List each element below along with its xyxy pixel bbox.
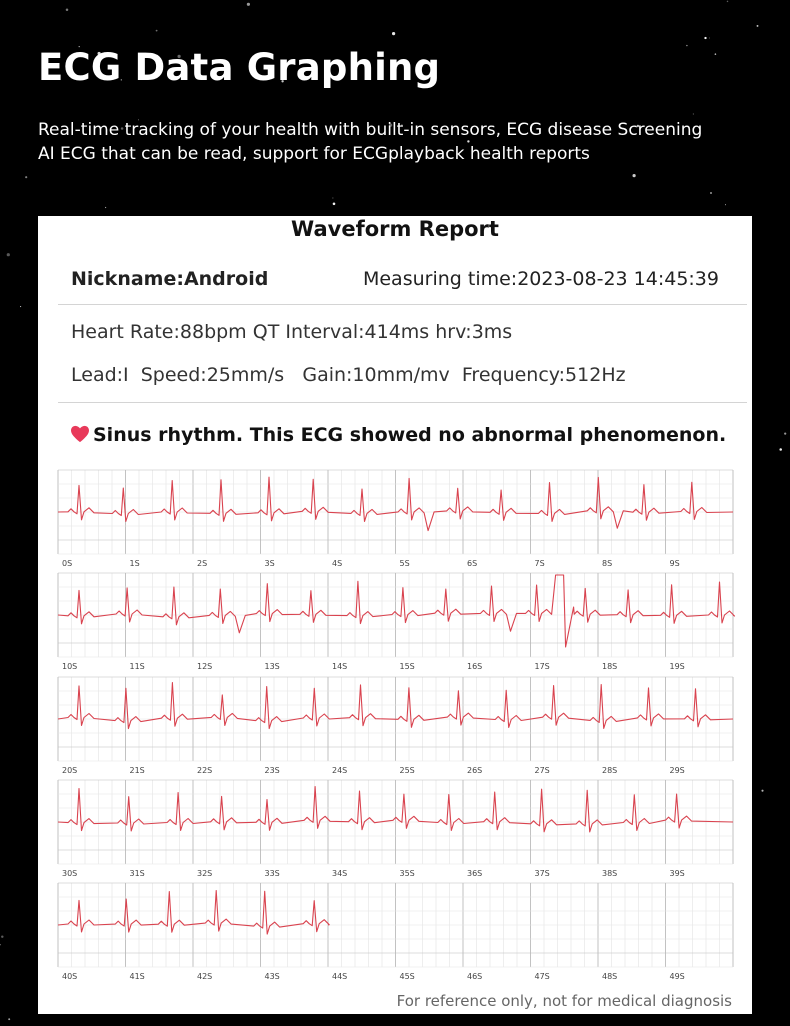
time-axis-label: 41S (129, 972, 145, 981)
page-subtitle (38, 118, 758, 166)
star (7, 253, 10, 256)
time-axis-label: 4S (332, 559, 343, 568)
frequency-value: Frequency:512Hz (461, 364, 626, 386)
hrv-value: hrv:3ms (435, 321, 513, 343)
time-axis-label: 36S (467, 869, 483, 878)
measuring-time-label: Measuring time:2023-08-23 14:45:39 (362, 268, 719, 290)
time-axis-label: 24S (332, 766, 348, 775)
time-axis-label: 33S (264, 869, 280, 878)
time-axis-label: 42S (197, 972, 213, 981)
nickname-label: Nickname:Android (71, 268, 269, 290)
star (392, 32, 395, 35)
star (779, 448, 782, 451)
star (1, 935, 3, 937)
page-title: ECG Data Graphing (38, 46, 441, 89)
qt-interval-value: QT Interval:414ms (252, 321, 430, 343)
time-axis-label: 46S (467, 972, 483, 981)
ecg-strip (58, 883, 733, 981)
star (333, 203, 336, 206)
time-axis-label: 13S (264, 662, 280, 671)
star (0, 944, 1, 945)
time-axis-label: 47S (534, 972, 550, 981)
ecg-waveform-area (38, 216, 752, 986)
star (247, 3, 250, 6)
star (8, 1018, 10, 1020)
time-axis-label: 37S (534, 869, 550, 878)
time-axis-label: 12S (197, 662, 213, 671)
speed-value: Speed:25mm/s (140, 364, 285, 386)
subtitle-line-1: Real-time tracking of your health with built-in sensors, ECG disease Screening (38, 120, 703, 140)
lead-value: Lead:I (71, 364, 129, 386)
time-axis-label: 14S (332, 662, 348, 671)
time-axis-label: 8S (602, 559, 613, 568)
star (156, 30, 158, 32)
subtitle-line-2: AI ECG that can be read, support for ECGplayback health reports (38, 144, 590, 164)
time-axis-label: 2S (197, 559, 208, 568)
star (715, 53, 717, 55)
time-axis-label: 10S (62, 662, 78, 671)
star (725, 204, 726, 205)
ecg-strip (58, 780, 733, 878)
time-axis-label: 7S (534, 559, 545, 568)
heart-rate-value: Heart Rate:88bpm (71, 321, 247, 343)
time-axis-label: 48S (602, 972, 618, 981)
time-axis-label: 0S (62, 559, 73, 568)
diagnosis-text: Sinus rhythm. This ECG showed no abnormal phenomenon. (93, 424, 727, 446)
time-axis-label: 38S (602, 869, 618, 878)
star (20, 306, 21, 307)
star (709, 38, 710, 39)
star (757, 25, 759, 27)
time-axis-label: 17S (534, 662, 550, 671)
star (693, 114, 694, 115)
time-axis-label: 35S (399, 869, 415, 878)
star (332, 198, 333, 199)
time-axis-label: 34S (332, 869, 348, 878)
star (761, 790, 763, 792)
time-axis-label: 19S (669, 662, 685, 671)
time-axis-label: 6S (467, 559, 478, 568)
star (633, 174, 636, 177)
time-axis-label: 16S (467, 662, 483, 671)
time-axis-label: 28S (602, 766, 618, 775)
star (25, 176, 27, 178)
time-axis-label: 21S (129, 766, 145, 775)
time-axis-label: 45S (399, 972, 415, 981)
time-axis-label: 23S (264, 766, 280, 775)
time-axis-label: 32S (197, 869, 213, 878)
star (704, 37, 706, 39)
time-axis-label: 44S (332, 972, 348, 981)
star (727, 1, 729, 3)
waveform-report-card (38, 216, 752, 1014)
time-axis-label: 40S (62, 972, 78, 981)
time-axis-label: 31S (129, 869, 145, 878)
time-axis-label: 39S (669, 869, 685, 878)
star (710, 192, 712, 194)
time-axis-label: 20S (62, 766, 78, 775)
time-axis-label: 3S (264, 559, 275, 568)
time-axis-label: 29S (669, 766, 685, 775)
report-title: Waveform Report (291, 217, 499, 241)
time-axis-label: 26S (467, 766, 483, 775)
star (784, 433, 786, 435)
time-axis-label: 43S (264, 972, 280, 981)
disclaimer-text: For reference only, not for medical diagnosis (396, 992, 732, 1010)
star (66, 8, 69, 11)
gain-value: Gain:10mm/mv (302, 364, 450, 386)
time-axis-label: 25S (399, 766, 415, 775)
time-axis-label: 11S (129, 662, 145, 671)
time-axis-label: 49S (669, 972, 685, 981)
time-axis-label: 18S (602, 662, 618, 671)
time-axis-label: 27S (534, 766, 550, 775)
star (686, 45, 687, 46)
time-axis-label: 30S (62, 869, 78, 878)
star (105, 207, 106, 208)
ecg-strip (58, 470, 733, 568)
ecg-strip (58, 573, 735, 671)
time-axis-label: 9S (669, 559, 680, 568)
time-axis-label: 5S (399, 559, 410, 568)
ecg-trace (58, 575, 735, 647)
time-axis-label: 15S (399, 662, 415, 671)
ecg-strip (58, 677, 733, 775)
time-axis-label: 22S (197, 766, 213, 775)
time-axis-label: 1S (129, 559, 140, 568)
